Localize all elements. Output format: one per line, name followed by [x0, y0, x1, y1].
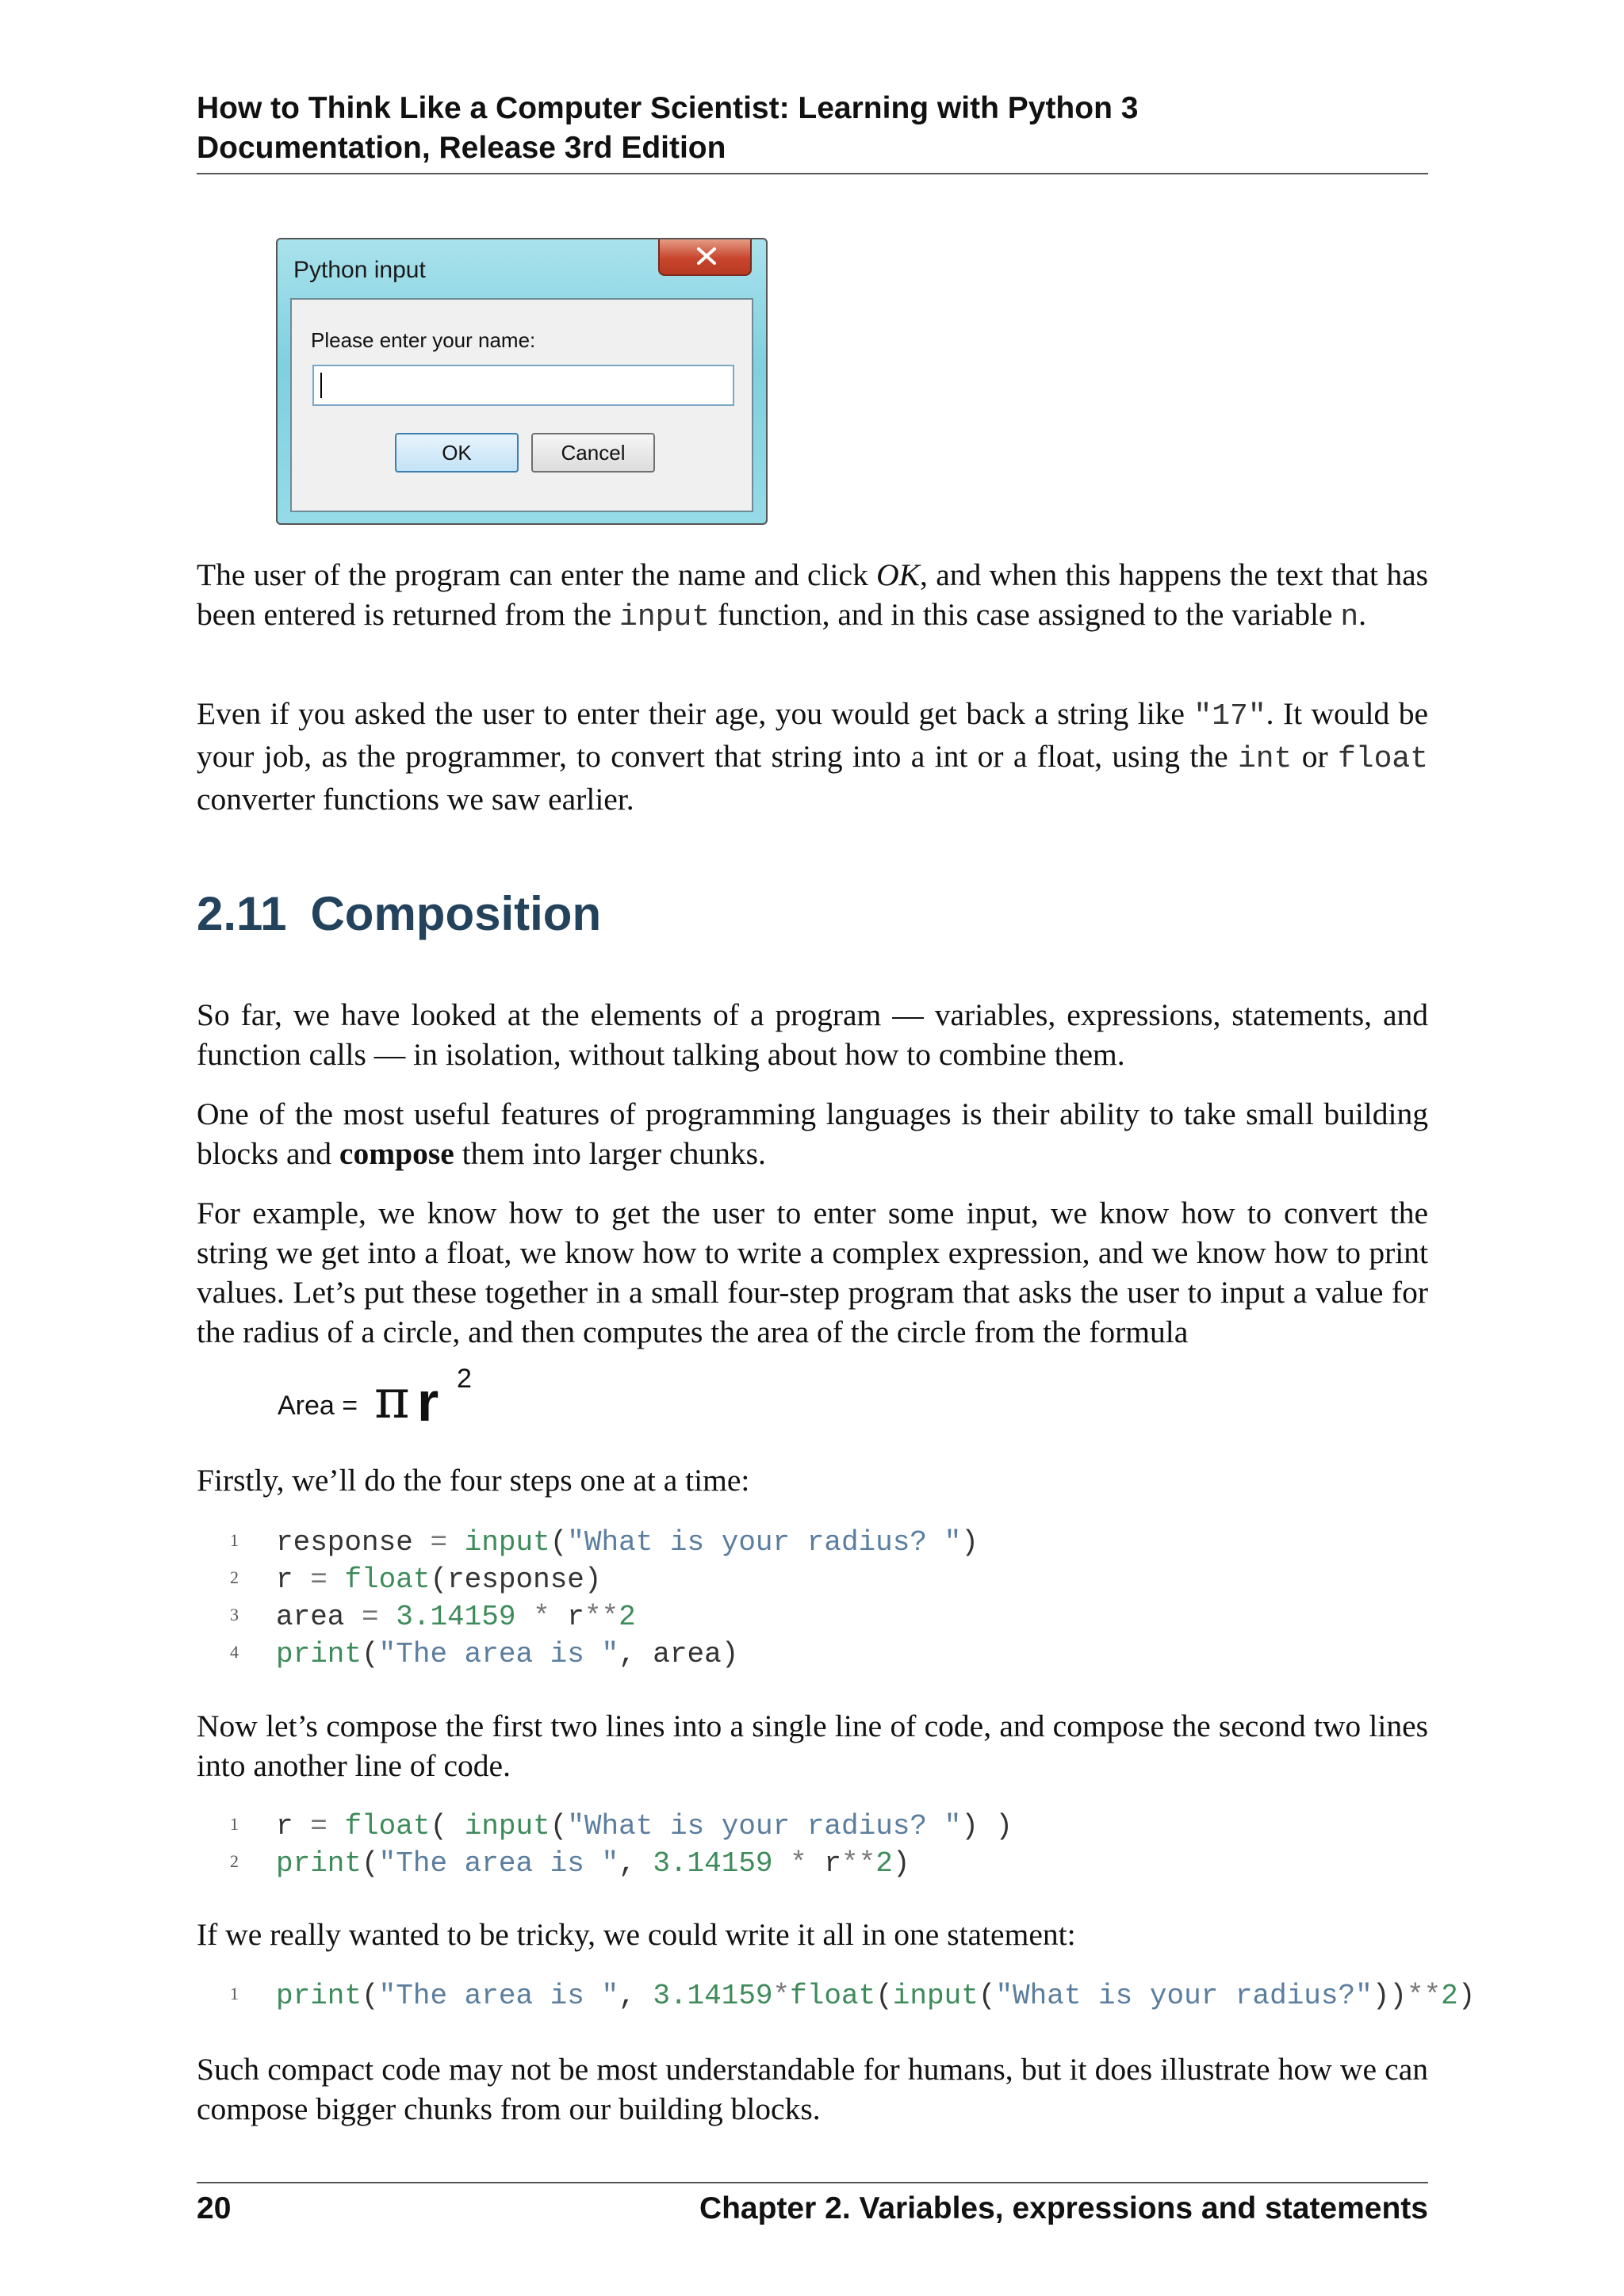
- code-source: [276, 1561, 602, 1598]
- paragraph-so-far: So far, we have looked at the elements of a program — variables, expressions, statements, and function calls — in isolation, without talking about how to combine them.: [197, 997, 1428, 1072]
- code-token: float: [790, 1980, 876, 2012]
- running-header: [197, 89, 1428, 174]
- code-token: (: [430, 1810, 465, 1843]
- line-number: 1: [230, 1814, 239, 1834]
- code-token: =: [310, 1563, 327, 1596]
- paragraph-tricky: If we really wanted to be tricky, we could write it all in one statement:: [197, 1917, 1076, 1952]
- code-token: (: [362, 1847, 379, 1880]
- code-token: print: [276, 1980, 362, 2012]
- python-input-dialog-image: [276, 238, 768, 525]
- line-number: 1: [230, 1530, 239, 1550]
- text-run: them into larger chunks.: [454, 1136, 766, 1171]
- paragraph-example: For example, we know how to get the user to enter some input, we know how to convert the string we get into a float, we know how to write a complex expression, and we know how to print values. Let’s put these together in a small four-step program that asks the user to input a value for the radius of a circle, and then computes the area of the circle from the formula: [197, 1196, 1428, 1349]
- formula-exponent: 2: [457, 1364, 472, 1394]
- code-token: [327, 1563, 345, 1596]
- code-token: ): [892, 1847, 910, 1880]
- paragraph-compact: Such compact code may not be most understandable for humans, but it does illustrate how we can compose bigger chunks from our building blocks.: [197, 2052, 1428, 2126]
- page-footer: [197, 2182, 1428, 2225]
- code-token: ,: [619, 1980, 653, 2012]
- code-source: [276, 1845, 910, 1882]
- code-token: [379, 1601, 396, 1633]
- cancel-button: Cancel: [531, 433, 655, 473]
- code-token: [327, 1810, 345, 1843]
- code-token: 3.14159: [396, 1601, 516, 1633]
- text-run: Even if you asked the user to enter their age, you would get back a string like: [197, 696, 1194, 731]
- code-token: 2: [1441, 1980, 1458, 2012]
- code-token: [773, 1847, 791, 1880]
- code-token: (: [875, 1980, 893, 2012]
- code-token: ) ): [961, 1810, 1013, 1843]
- code-token: print: [276, 1638, 362, 1670]
- inline-code-n: n: [1340, 600, 1359, 634]
- line-number: 3: [230, 1605, 239, 1624]
- code-token: input: [464, 1810, 550, 1843]
- paragraph-compose: [197, 1094, 1428, 1173]
- code-source: [276, 1977, 1475, 2015]
- page-number: 20: [197, 2191, 232, 2225]
- code-token: 2: [619, 1601, 636, 1633]
- code-token: ): [961, 1526, 979, 1559]
- chapter-title: Chapter 2. Variables, expressions and statements: [699, 2191, 1428, 2225]
- code-token: **: [1406, 1980, 1442, 2012]
- code-token: float: [344, 1563, 431, 1596]
- dialog-close-button: [658, 239, 752, 276]
- text-run: , and when this happens the text that has been entered is returned from the: [197, 557, 1428, 632]
- code-token: ,: [619, 1847, 653, 1880]
- code-source: [276, 1808, 1013, 1845]
- code-token: *: [533, 1601, 550, 1633]
- name-input-field: [312, 365, 734, 406]
- bold-compose: compose: [339, 1136, 454, 1171]
- code-token: "The area is ": [378, 1980, 619, 2012]
- code-source: [276, 1636, 738, 1673]
- paragraph-now-compose: Now let’s compose the first two lines into a single line of code, and compose the second two lines into another line of code.: [197, 1709, 1428, 1783]
- code-token: "What is your radius? ": [567, 1810, 962, 1843]
- code-token: 3.14159: [653, 1980, 773, 2012]
- code-token: input: [464, 1526, 550, 1559]
- code-source: [276, 1598, 636, 1636]
- code-token: (: [362, 1980, 379, 2012]
- emphasis-ok: OK: [876, 557, 921, 592]
- code-token: *: [790, 1847, 807, 1880]
- code-token: "The area is ": [378, 1847, 619, 1880]
- header-line-1: How to Think Like a Computer Scientist: Learning with Python 3: [197, 91, 1139, 125]
- paragraph-firstly: Firstly, we’ll do the four steps one at a time:: [197, 1463, 750, 1498]
- code-token: area: [276, 1601, 362, 1633]
- text-caret: [320, 373, 322, 398]
- code-token: 2: [875, 1847, 893, 1880]
- code-token: =: [310, 1810, 327, 1843]
- line-number: 2: [230, 1851, 239, 1871]
- formula-r: r: [417, 1371, 439, 1433]
- dialog-client-area: [290, 298, 753, 512]
- code-token: "What is your radius? ": [567, 1526, 962, 1559]
- code-token: input: [892, 1980, 979, 2012]
- code-token: (: [362, 1638, 379, 1670]
- paragraph-input-result: [197, 555, 1428, 637]
- code-token: [447, 1526, 465, 1559]
- code-token: print: [276, 1847, 362, 1880]
- inline-code-int: int: [1237, 742, 1293, 776]
- code-token: r: [276, 1563, 311, 1596]
- code-token: r: [276, 1810, 311, 1843]
- inline-code-17: "17": [1193, 699, 1266, 733]
- header-line-2: Documentation, Release 3rd Edition: [197, 131, 726, 165]
- code-token: "The area is ": [378, 1638, 619, 1670]
- line-number: 2: [230, 1567, 239, 1587]
- line-number: 4: [230, 1642, 239, 1662]
- code-token: )): [1372, 1980, 1407, 2012]
- dialog-prompt: Please enter your name:: [311, 328, 536, 352]
- code-token: **: [584, 1601, 619, 1633]
- ok-button: OK: [395, 433, 519, 473]
- section-number: 2.11: [197, 887, 287, 940]
- code-token: response: [276, 1526, 431, 1559]
- code-token: 3.14159: [653, 1847, 773, 1880]
- code-source: [276, 1524, 979, 1561]
- text-run: One of the most useful features of programming languages is their ability to take small building blocks and: [197, 1096, 1428, 1171]
- text-run: converter functions we saw earlier.: [197, 782, 634, 817]
- code-token: =: [362, 1601, 379, 1633]
- code-token: "What is your radius?": [995, 1980, 1373, 2012]
- text-run: function, and in this case assigned to the variable: [710, 597, 1341, 632]
- code-token: , area): [619, 1638, 739, 1670]
- text-run: or: [1292, 739, 1338, 774]
- text-run: .: [1358, 597, 1367, 632]
- inline-code-float: float: [1337, 742, 1429, 776]
- code-token: ): [1457, 1980, 1476, 2012]
- code-token: **: [841, 1847, 876, 1880]
- code-token: r: [806, 1847, 841, 1880]
- code-token: =: [430, 1526, 448, 1559]
- code-token: [515, 1601, 533, 1633]
- formula-pi: π: [374, 1368, 410, 1431]
- code-token: (: [978, 1980, 996, 2012]
- code-token: r: [550, 1601, 584, 1633]
- dialog-title: Python input: [293, 257, 426, 283]
- code-token: float: [344, 1810, 431, 1843]
- close-icon: [695, 246, 718, 266]
- formula-label: Area =: [278, 1391, 358, 1421]
- text-run: The user of the program can enter the name and click: [197, 557, 877, 592]
- code-token: (: [550, 1526, 568, 1559]
- code-token: (: [550, 1810, 568, 1843]
- section-title: Composition: [310, 887, 602, 940]
- code-token: (response): [430, 1563, 602, 1596]
- text-run: . It would be your job, as the programmer, to convert that string into a int or a float, using the: [197, 696, 1428, 774]
- line-number: 1: [230, 1984, 239, 2003]
- paragraph-string-conversion: [197, 694, 1428, 819]
- section-heading: [197, 886, 601, 942]
- inline-code-input: input: [619, 600, 710, 634]
- code-token: *: [772, 1980, 791, 2012]
